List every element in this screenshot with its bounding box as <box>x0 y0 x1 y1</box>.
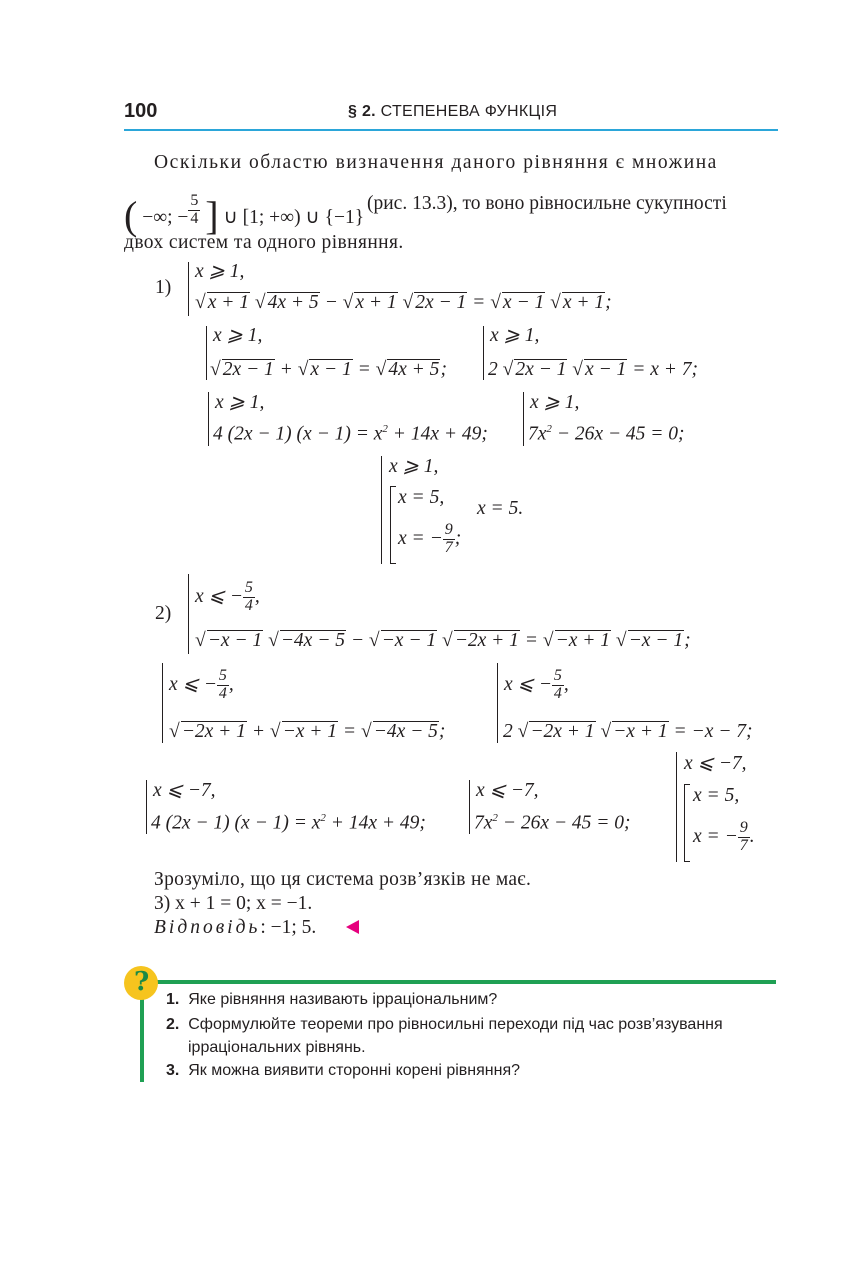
header-rule <box>124 129 778 131</box>
case-2-label: 2) <box>155 603 172 624</box>
math-line: 4 (2x − 1) $(x - 1) = x^2 + 14x + 49$; <box>151 812 426 834</box>
question-rule <box>140 980 776 984</box>
system-brace <box>162 663 163 743</box>
math-line: √ x + 1 √ 4x + 5 − √ x + 1 √ 2x − 1 = √ x − 1 √ x + 1; <box>195 292 612 313</box>
math-line: √ −x − 1 √ −4x − 5 − √ −x − 1 √ −2x + 1 = √ −x + 1 √ −x − 1; <box>195 630 691 651</box>
question-item <box>166 1062 520 1080</box>
math-line: x ⩽ − $\frac{5}{4}$ , <box>169 667 234 702</box>
math-line: x ⩽ −7, <box>476 780 539 801</box>
math-line: x ⩾ 1, <box>530 392 580 413</box>
math-line: $7x^2 - 26x - 45 = 0$; <box>528 423 685 445</box>
math-line: x = − $\frac{9}{7}$ . <box>693 819 755 854</box>
case-3-text: 3) x + 1 = 0; x = −1. <box>154 893 313 914</box>
domain-expression: ( −∞; − $\frac{5}{4}$ ] ∪ [1; +∞) ∪ {−1} <box>124 192 365 238</box>
system-brace <box>469 780 470 834</box>
question-text: ірраціональних рівнянь. <box>188 1039 366 1056</box>
system-brace <box>497 663 498 743</box>
math-line: √ −2x + 1 + √ −x + 1 = √ −4x − 5; <box>169 721 446 742</box>
math-line: x = − $\frac{9}{7}$ ; <box>398 521 462 556</box>
system-brace <box>676 752 677 862</box>
conclusion-text: Зрозуміло, що ця система розв’язків не має. <box>154 869 532 890</box>
section-title-text: СТЕПЕНЕВА ФУНКЦІЯ <box>380 103 558 120</box>
answer-value: : −1; 5. <box>260 917 317 938</box>
question-item-continued <box>188 1039 366 1057</box>
math-line: x = 5. <box>477 498 524 519</box>
system-brace <box>523 392 524 446</box>
question-sidebar <box>140 990 144 1082</box>
answer-line <box>154 918 316 938</box>
case-1-label: 1) <box>155 277 172 298</box>
system-brace <box>188 262 189 316</box>
math-line: x ⩽ −7, <box>153 780 216 801</box>
set-bracket <box>390 486 396 564</box>
math-line: 2 √ −2x + 1 √ −x + 1 = −x − 7; <box>503 721 753 742</box>
system-brace <box>483 326 484 380</box>
system-brace <box>381 456 382 564</box>
section-number: § 2. <box>348 103 376 120</box>
system-brace <box>146 780 147 834</box>
question-text: Яке рівняння називають ірраціональним? <box>188 991 498 1008</box>
math-line: 4 (2x − 1) $(x - 1) = x^2 + 14x + 49$; <box>213 423 488 445</box>
math-line: x ⩽ − $\frac{5}{4}$ , <box>504 667 569 702</box>
question-text: Як можна виявити сторонні корені рівняння? <box>188 1062 520 1079</box>
para-line-2: (рис. 13.3), то воно рівносильне сукупності <box>367 193 727 214</box>
math-line: x = 5, <box>693 785 740 806</box>
math-line: x ⩽ − $\frac{5}{4}$ , <box>195 579 260 614</box>
question-text: Сформулюйте теореми про рівносильні переходи під час розв’язування <box>188 1016 723 1033</box>
page-number: 100 <box>124 100 158 122</box>
system-brace <box>208 392 209 446</box>
question-number: 3. <box>166 1062 180 1079</box>
math-line: x ⩾ 1, <box>213 325 263 346</box>
system-brace <box>188 574 189 654</box>
question-item <box>166 991 497 1009</box>
para-line-1: Оскільки областю визначення даного рівняння є множина <box>154 152 718 173</box>
section-title <box>348 103 557 121</box>
answer-label: Відповідь <box>154 917 261 938</box>
question-number: 2. <box>166 1016 180 1033</box>
math-line: x = 5, <box>398 487 445 508</box>
para-line-3: двох систем та одного рівняння. <box>124 232 404 253</box>
question-mark-icon: ? <box>134 967 150 997</box>
math-line: x ⩾ 1, <box>215 392 265 413</box>
math-line: $7x^2 - 26x - 45 = 0$; <box>474 812 631 834</box>
end-of-solution-marker <box>346 920 359 934</box>
question-number: 1. <box>166 991 180 1008</box>
math-line: x ⩽ −7, <box>684 753 747 774</box>
set-bracket <box>684 784 690 862</box>
question-item <box>166 1016 723 1034</box>
math-line: x ⩾ 1, <box>195 261 245 282</box>
math-line: 2 √ 2x − 1 √ x − 1 = x + 7; <box>488 359 699 380</box>
math-line: x ⩾ 1, <box>490 325 540 346</box>
math-line: x ⩾ 1, <box>389 456 439 477</box>
math-line: √ 2x − 1 + √ x − 1 = √ 4x + 5; <box>210 359 447 380</box>
system-brace <box>206 326 207 380</box>
